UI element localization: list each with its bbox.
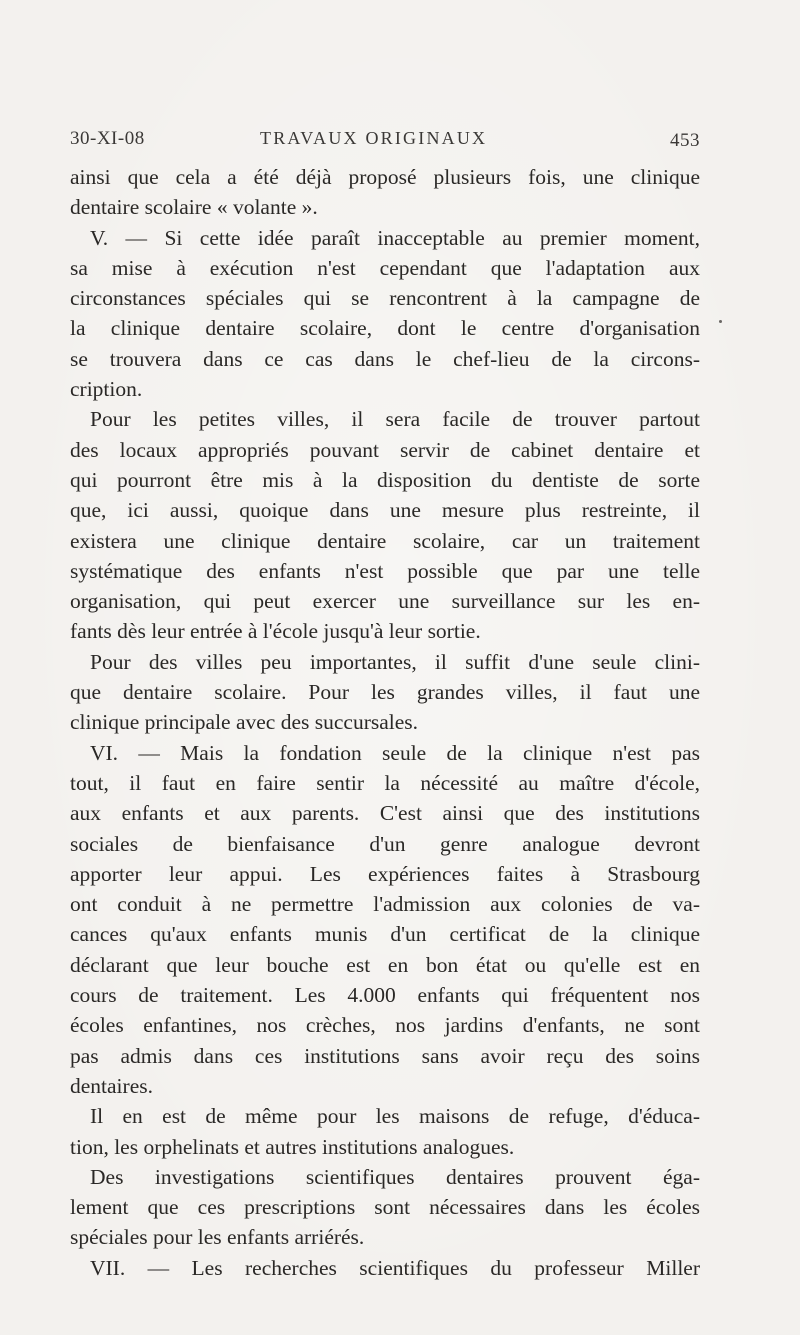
text-line: Des investigations scientifiques dentaires prouvent éga- (90, 1164, 700, 1189)
text-line: écoles enfantines, nos crèches, nos jardins d'enfants, ne sont (70, 1013, 700, 1038)
text-line: cances qu'aux enfants munis d'un certificat de la clinique (70, 922, 700, 947)
text-line: ainsi que cela a été déjà proposé plusieurs fois, une clinique (70, 165, 700, 189)
text-line: clinique principale avec des succursales. (70, 710, 419, 735)
text-line: ont conduit à ne permettre l'admission aux colonies de va- (70, 892, 700, 917)
body-text (70, 162, 700, 1283)
text-line: cription. (70, 377, 143, 402)
text-line: Il en est de même pour les maisons de refuge, d'éduca- (90, 1104, 700, 1129)
text-line: apporter leur appui. Les expériences faites à Strasbourg (70, 861, 700, 886)
text-line: cours de traitement. Les 4.000 enfants qui fréquentent nos (70, 983, 700, 1008)
text-line: V. — Si cette idée paraît inacceptable au premier moment, (90, 225, 700, 250)
text-line: déclarant que leur bouche est en bon état ou qu'elle est en (70, 952, 700, 977)
header-date: 30-XI-08 (70, 128, 145, 149)
text-line: Pour des villes peu importantes, il suffit d'une seule clini- (90, 649, 700, 674)
text-line: des locaux appropriés pouvant servir de cabinet dentaire et (70, 437, 700, 462)
text-line: sa mise à exécution n'est cependant que l'adaptation aux (70, 255, 700, 280)
text-line: organisation, qui peut exercer une surveillance sur les en- (70, 589, 700, 614)
text-line: la clinique dentaire scolaire, dont le centre d'organisation (70, 316, 700, 341)
text-line: VI. — Mais la fondation seule de la clinique n'est pas (90, 740, 700, 765)
text-line: fants dès leur entrée à l'école jusqu'à leur sortie. (70, 619, 481, 644)
text-line: spéciales pour les enfants arriérés. (70, 1225, 365, 1250)
text-line: systématique des enfants n'est possible que par une telle (70, 558, 700, 583)
text-line: que, ici aussi, quoique dans une mesure plus restreinte, il (70, 498, 700, 523)
text-line: tion, les orphelinats et autres institutions analogues. (70, 1134, 515, 1159)
text-line: VII. — Les recherches scientifiques du professeur Miller (90, 1255, 700, 1280)
text-line: existera une clinique dentaire scolaire, car un traitement (70, 528, 700, 553)
text-line: pas admis dans ces institutions sans avoir reçu des soins (70, 1043, 700, 1068)
text-line: circonstances spéciales qui se rencontrent à la campagne de (70, 286, 700, 311)
text-line: dentaire scolaire « volante ». (70, 195, 318, 220)
page-number: 453 (670, 130, 700, 151)
text-line: aux enfants et aux parents. C'est ainsi que des institutions (70, 801, 700, 826)
text-line: tout, il faut en faire sentir la nécessité au maître d'école, (70, 770, 700, 795)
text-line: que dentaire scolaire. Pour les grandes villes, il faut une (70, 680, 700, 705)
header-title: TRAVAUX ORIGINAUX (260, 128, 488, 148)
running-header (70, 120, 702, 154)
text-line: se trouvera dans ce cas dans le chef-lieu de la circons- (70, 346, 700, 371)
text-line: lement que ces prescriptions sont nécessaires dans les écoles (70, 1195, 700, 1220)
text-line: qui pourront être mis à la disposition du dentiste de sorte (70, 467, 700, 492)
text-line: sociales de bienfaisance d'un genre analogue devront (70, 831, 700, 856)
text-line: dentaires. (70, 1073, 153, 1098)
text-line: Pour les petites villes, il sera facile de trouver partout (90, 407, 700, 432)
print-speck (719, 320, 722, 323)
